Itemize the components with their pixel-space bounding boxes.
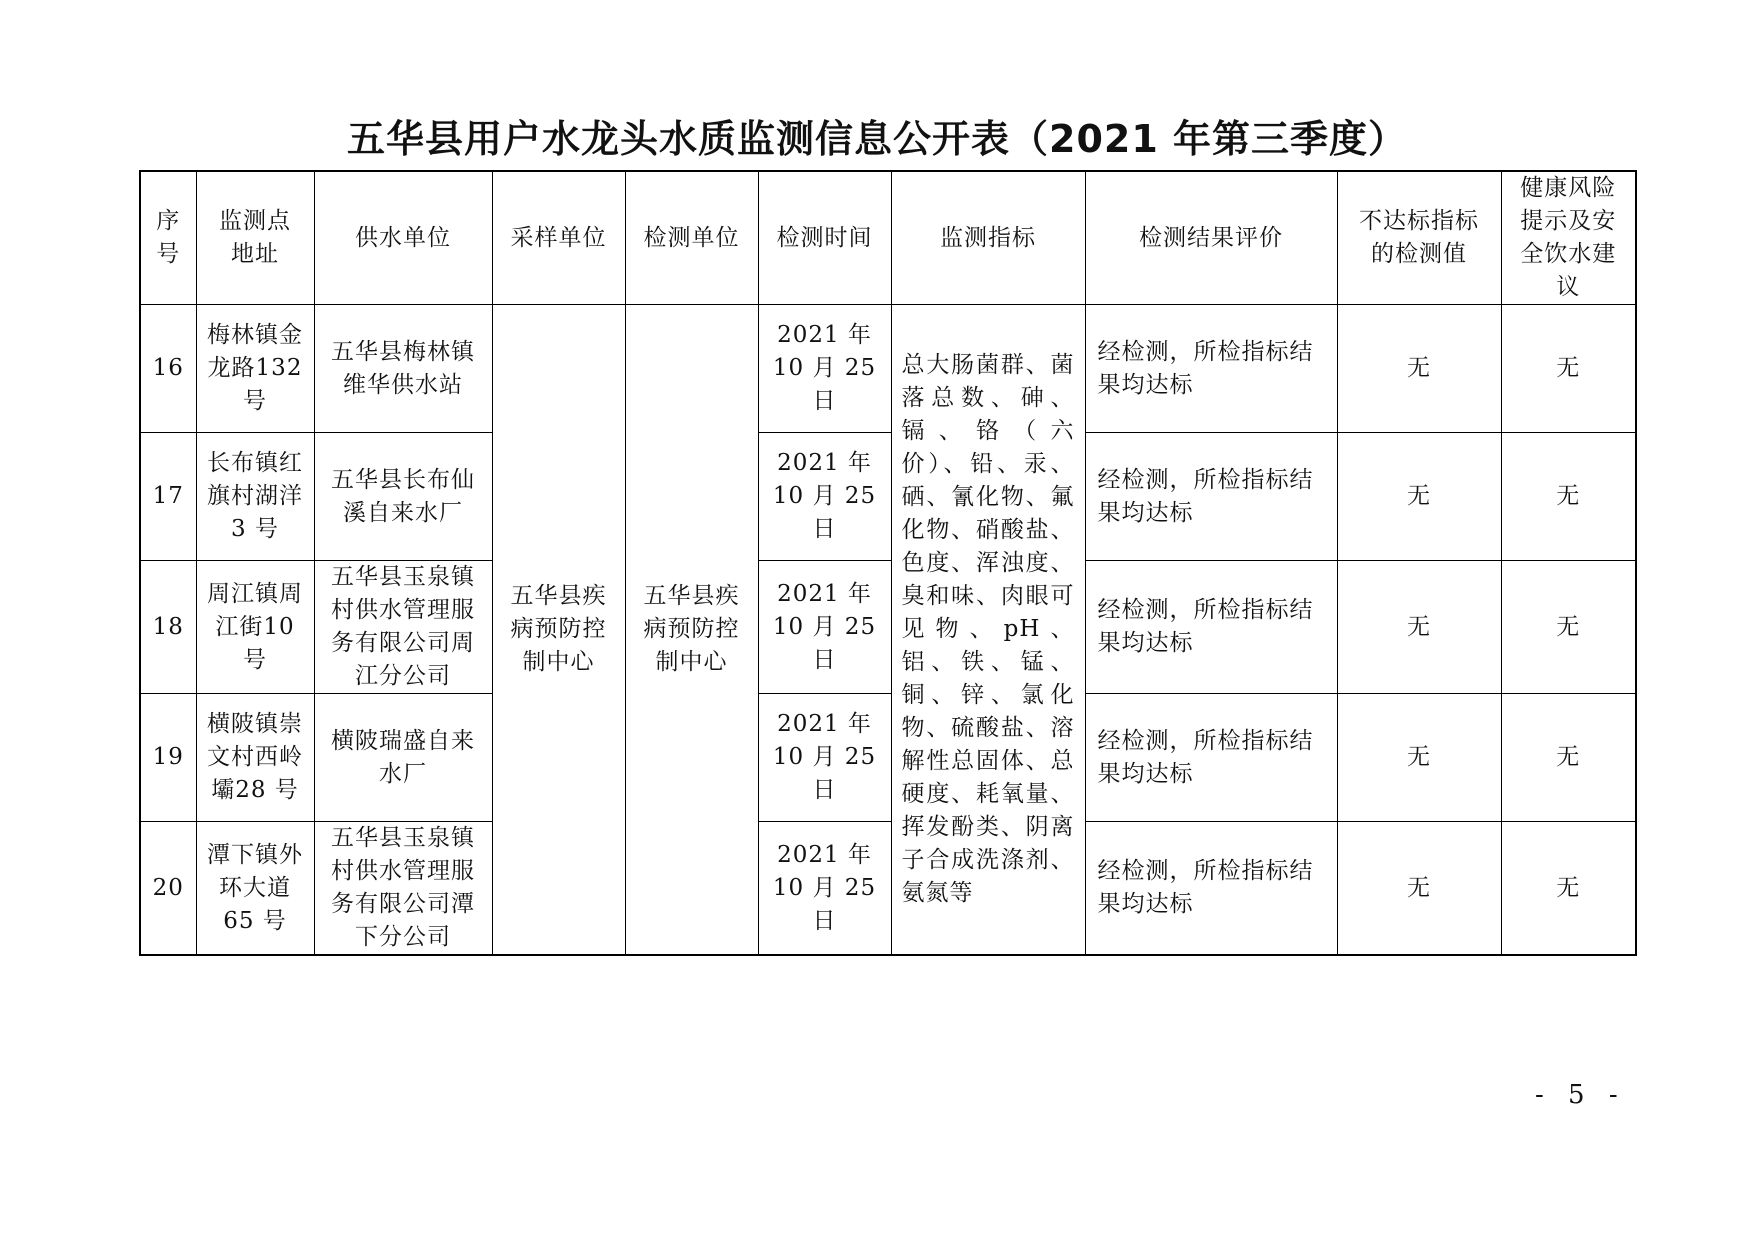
table-row xyxy=(140,694,1636,822)
header-site: 监测点地址 xyxy=(196,171,314,305)
header-time: 检测时间 xyxy=(758,171,891,305)
cell-evaluation: 经检测，所检指标结果均达标 xyxy=(1085,305,1337,433)
cell-evaluation: 经检测，所检指标结果均达标 xyxy=(1085,694,1337,822)
cell-supplier: 五华县长布仙溪自来水厂 xyxy=(314,433,492,561)
cell-supplier: 五华县玉泉镇村供水管理服务有限公司周江分公司 xyxy=(314,561,492,694)
header-tester: 检测单位 xyxy=(625,171,758,305)
cell-advice: 无 xyxy=(1501,433,1636,561)
cell-time: 2021 年10 月 25 日 xyxy=(758,822,891,956)
cell-supplier: 五华县梅林镇维华供水站 xyxy=(314,305,492,433)
cell-seq: 16 xyxy=(140,305,196,433)
water-quality-table xyxy=(139,170,1637,956)
cell-indicators: 总大肠菌群、菌落总数、砷、镉、铬（六价）、铅、汞、硒、氰化物、氟化物、硝酸盐、色度、浑浊度、臭和味、肉眼可见物、pH、铝、铁、锰、铜、锌、氯化物、硫酸盐、溶解性总固体、总硬度、耗氧量、挥发酚类、阴离子合成洗涤剂、氨氮等 xyxy=(891,305,1085,956)
cell-seq: 19 xyxy=(140,694,196,822)
cell-site: 横陂镇崇文村西岭壩28 号 xyxy=(196,694,314,822)
cell-nonconforming: 无 xyxy=(1337,433,1501,561)
cell-evaluation: 经检测，所检指标结果均达标 xyxy=(1085,561,1337,694)
cell-nonconforming: 无 xyxy=(1337,305,1501,433)
header-indicators: 监测指标 xyxy=(891,171,1085,305)
header-sampler: 采样单位 xyxy=(492,171,625,305)
header-advice: 健康风险提示及安全饮水建议 xyxy=(1501,171,1636,305)
cell-advice: 无 xyxy=(1501,305,1636,433)
cell-seq: 20 xyxy=(140,822,196,956)
cell-advice: 无 xyxy=(1501,822,1636,956)
header-seq: 序号 xyxy=(140,171,196,305)
table-row xyxy=(140,561,1636,694)
cell-time: 2021 年10 月 25 日 xyxy=(758,433,891,561)
table-row xyxy=(140,433,1636,561)
table-row xyxy=(140,822,1636,956)
cell-time: 2021 年10 月 25 日 xyxy=(758,305,891,433)
header-evaluation: 检测结果评价 xyxy=(1085,171,1337,305)
cell-tester: 五华县疾病预防控制中心 xyxy=(625,305,758,956)
cell-evaluation: 经检测，所检指标结果均达标 xyxy=(1085,822,1337,956)
cell-supplier: 五华县玉泉镇村供水管理服务有限公司潭下分公司 xyxy=(314,822,492,956)
cell-advice: 无 xyxy=(1501,561,1636,694)
table-header-row xyxy=(140,171,1636,305)
cell-site: 梅林镇金龙路132 号 xyxy=(196,305,314,433)
cell-time: 2021 年10 月 25 日 xyxy=(758,561,891,694)
cell-seq: 17 xyxy=(140,433,196,561)
cell-site: 周江镇周江街10 号 xyxy=(196,561,314,694)
table-row xyxy=(140,305,1636,433)
cell-evaluation: 经检测，所检指标结果均达标 xyxy=(1085,433,1337,561)
cell-sampler: 五华县疾病预防控制中心 xyxy=(492,305,625,956)
cell-nonconforming: 无 xyxy=(1337,561,1501,694)
document-title: 五华县用户水龙头水质监测信息公开表（2021 年第三季度） xyxy=(347,117,1407,161)
cell-nonconforming: 无 xyxy=(1337,822,1501,956)
page-number: - 5 - xyxy=(1535,1080,1626,1110)
cell-seq: 18 xyxy=(140,561,196,694)
cell-supplier: 横陂瑞盛自来水厂 xyxy=(314,694,492,822)
header-nonconforming: 不达标指标的检测值 xyxy=(1337,171,1501,305)
cell-time: 2021 年10 月 25 日 xyxy=(758,694,891,822)
header-supplier: 供水单位 xyxy=(314,171,492,305)
cell-nonconforming: 无 xyxy=(1337,694,1501,822)
cell-site: 潭下镇外环大道 65 号 xyxy=(196,822,314,956)
cell-site: 长布镇红旗村湖洋 3 号 xyxy=(196,433,314,561)
cell-advice: 无 xyxy=(1501,694,1636,822)
